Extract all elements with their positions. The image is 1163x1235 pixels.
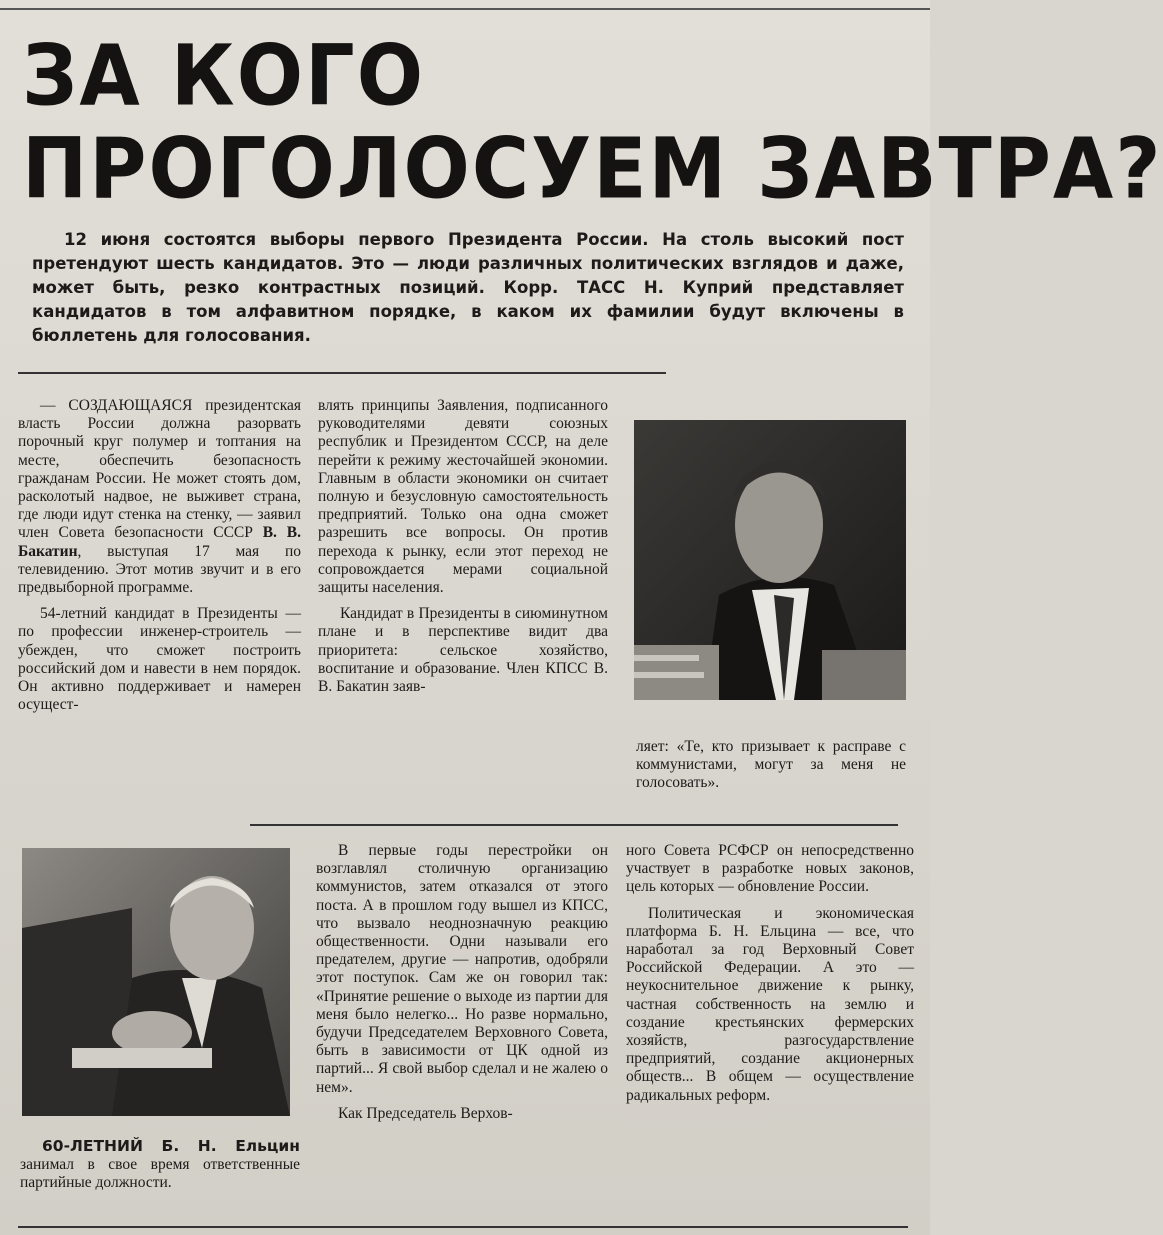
portrait-photo-icon	[634, 420, 906, 700]
top-rule	[0, 8, 930, 10]
divider-rule-2	[250, 824, 898, 826]
headline-line-1: ЗА КОГО	[22, 27, 426, 126]
headline	[22, 27, 1163, 218]
caption-name: 60-ЛЕТНИЙ Б. Н. Ельцин	[42, 1137, 300, 1155]
yeltsin-paragraph-1: В первые годы перестройки он возглавлял столичную организацию коммунистов, затем отказался от этого поста. А в прошлом году вышел из КПСС, что вызвало неоднозначную реакцию общественности. Одни называли его предателем, другие — напротив, одобряли этот поступок. Сам же он говорил так: «Принятие решение о выходе из партии для меня было нелегко... Но разве нормально, будучи Председателем Верховного Совета, быть в зависимости от ЦК одной из партий... Я свой выбор сделал и не жалею о нем».	[316, 842, 608, 1096]
candidate-name: В. В. Бакатин	[18, 524, 301, 560]
yeltsin-caption	[20, 1137, 300, 1193]
bakatin-column-3	[636, 738, 906, 793]
headline-line-2: ПРОГОЛОСУЕМ ЗАВТРА?	[22, 120, 1163, 218]
bakatin-quote: ляет: «Те, кто призывает к расправе с коммунистами, могут за меня не голосовать».	[636, 738, 906, 792]
divider-rule	[18, 372, 666, 374]
yeltsin-paragraph-2: Как Председатель Верхов-	[338, 1104, 513, 1122]
bottom-rule	[18, 1226, 908, 1228]
bakatin-paragraph-1: — СОЗДАЮЩАЯСЯ президентская власть России должна разорвать порочный круг полумер и топтания на месте, обеспечить безопасность гражданам России. Не может стоять дом, расколотый надвое, не выживет страна, где люди идут стенка на стенку, — заявил член Совета безопасности СССР В. В. Бакатин, выступая 17 мая по телевидению. Этот мотив звучит и в его предвыборной программе.	[18, 397, 301, 597]
yeltsin-photo	[22, 848, 290, 1116]
caption-text: 60-ЛЕТНИЙ Б. Н. Ельцин занимал в свое время ответственные партийные должности.	[20, 1137, 300, 1192]
lead-paragraph: 12 июня состоятся выборы первого Президента России. На столь высокий пост претендуют шесть кандидатов. Это — люди различных политических взглядов и даже, может быть, резко контрастных позиций. Корр. ТАСС Н. Куприй представляет кандидатов в том алфавитном порядке, в каком их фамилии будут включены в бюллетень для голосования.	[32, 230, 904, 345]
bakatin-photo	[634, 420, 906, 700]
yeltsin-column-2	[316, 842, 608, 1123]
portrait-photo-icon	[22, 848, 290, 1116]
bakatin-paragraph-4: Кандидат в Президенты в сиюминутном плане и в перспективе видит два приоритета: сельское хозяйство, воспитание и образование. Член КПСС В. В. Бакатин заяв-	[318, 605, 608, 696]
yeltsin-paragraph-4: Политическая и экономическая платформа Б. Н. Ельцина — все, что наработал за год Верховный Совет Российской Федерации. А это — неукоснительное движение к рынку, частная собственность на землю и создание крестьянских фермерских хозяйств, разгосударствление предприятий, создание акционерных обществ... В общем — осуществление радикальных реформ.	[626, 904, 914, 1104]
bakatin-column-1	[18, 397, 301, 714]
yeltsin-paragraph-3: ного Совета РСФСР он непосредственно участвует в разработке новых законов, цель которых — обновление России.	[626, 842, 914, 896]
bakatin-column-2	[318, 397, 608, 696]
yeltsin-column-3	[626, 842, 914, 1105]
bakatin-paragraph-3: влять принципы Заявления, подписанного руководителями девяти союзных республик и Президентом СССР, на деле перейти к режиму жесточайшей экономии. Главным в области экономики он считает полную и безусловную самостоятельность предприятий. Только она одна сможет разрешить все вопросы. Он против перехода к рынку, если этот переход не сопровождается мерами социальной защиты населения.	[318, 397, 608, 597]
bakatin-paragraph-2: 54-летний кандидат в Президенты — по профессии инженер-строитель — убежден, что сможет построить российский дом и навести в нем порядок. Он активно поддерживает и намерен осущест-	[18, 605, 301, 714]
